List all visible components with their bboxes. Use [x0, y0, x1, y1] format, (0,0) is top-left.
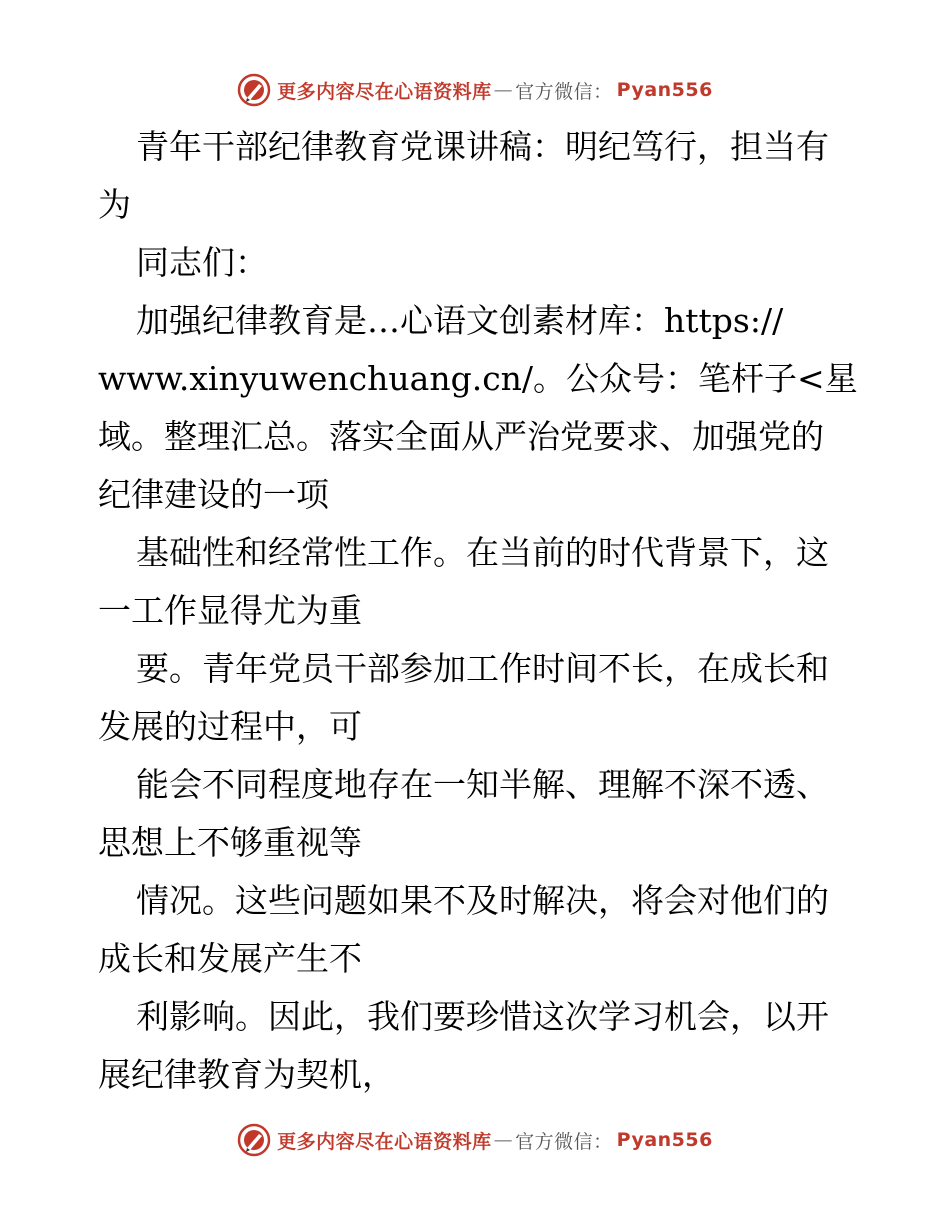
official-wechat-label: 官方微信：: [515, 1130, 613, 1153]
doc-line: 加强纪律教育是…心语文创素材库：https://: [136, 301, 784, 340]
official-wechat-label: 官方微信：: [515, 80, 613, 103]
doc-title-line-2: 为: [98, 185, 131, 224]
banner-separator: —: [493, 79, 514, 101]
pen-logo-icon: [237, 1123, 271, 1157]
wechat-id: Pyan556: [616, 79, 713, 101]
doc-line: 发展的过程中，可: [98, 707, 362, 746]
banner-separator: —: [493, 1129, 514, 1151]
doc-title-line-1: 青年干部纪律教育党课讲稿：明纪笃行，担当有: [136, 127, 829, 166]
doc-line: 要。青年党员干部参加工作时间不长，在成长和: [136, 649, 829, 688]
doc-line: 纪律建设的一项: [98, 475, 329, 514]
doc-line: www.xinyuwenchuang.cn/。公众号：笔杆子<星: [98, 359, 858, 398]
doc-line: 成长和发展产生不: [98, 939, 362, 978]
footer-banner: [0, 1120, 950, 1160]
doc-line: 利影响。因此，我们要珍惜这次学习机会，以开: [136, 997, 829, 1036]
doc-line: 展纪律教育为契机，: [98, 1055, 395, 1094]
doc-line: 域。整理汇总。落实全面从严治党要求、加强党的: [98, 417, 824, 456]
doc-line: 一工作显得尤为重: [98, 591, 362, 630]
wechat-id: Pyan556: [616, 1129, 713, 1151]
site-name: 更多内容尽在心语资料库: [277, 1130, 492, 1153]
doc-line: 思想上不够重视等: [98, 823, 362, 862]
doc-line: 基础性和经常性工作。在当前的时代背景下，这: [136, 533, 829, 572]
pen-logo-icon: [237, 73, 271, 107]
header-banner: [0, 70, 950, 110]
doc-line: 情况。这些问题如果不及时解决，将会对他们的: [136, 881, 829, 920]
document-body: [98, 118, 858, 1104]
site-name: 更多内容尽在心语资料库: [277, 80, 492, 103]
doc-salutation: 同志们：: [136, 243, 268, 282]
doc-line: 能会不同程度地存在一知半解、理解不深不透、: [136, 765, 829, 804]
